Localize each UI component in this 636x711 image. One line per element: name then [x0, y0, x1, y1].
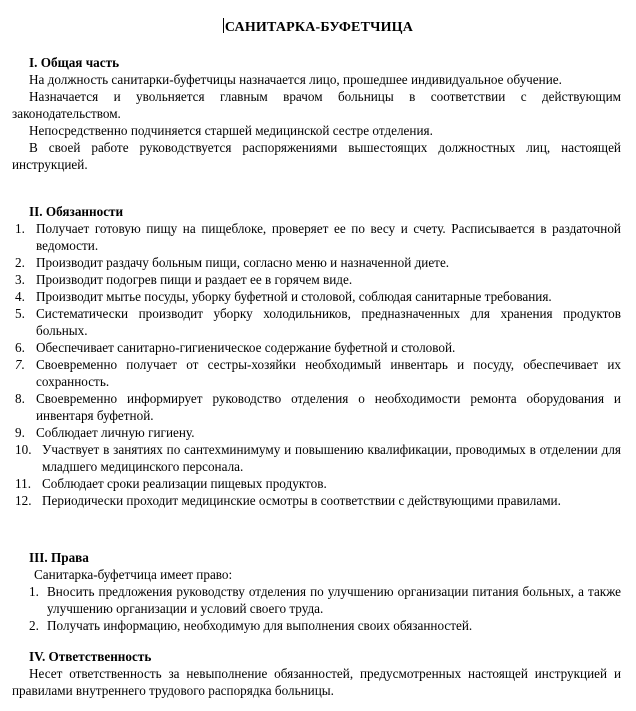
general-paragraph-4: В своей работе руководствуется распоряжениями вышестоящих должностных лиц, настоящей инструкцией. — [12, 140, 621, 172]
section-duties-heading: II. Обязанности — [29, 204, 124, 219]
rights-item — [12, 617, 621, 634]
section-rights — [12, 549, 621, 634]
duty-item — [12, 356, 621, 390]
duty-number: 1. — [15, 221, 25, 236]
section-rights-heading: III. Права — [29, 550, 89, 565]
duty-item — [12, 305, 621, 339]
duty-item — [12, 254, 621, 271]
document-title-text: САНИТАРКА-БУФЕТЧИЦА — [224, 20, 414, 35]
section-responsibility — [12, 648, 621, 699]
general-paragraph-3: Непосредственно подчиняется старшей медицинской сестре отделения. — [29, 123, 433, 138]
duty-text: Получает готовую пищу на пищеблоке, проверяет ее по весу и счету. Расписывается в раздаточной ведомости. — [36, 221, 621, 253]
section-general — [12, 54, 621, 173]
duty-text: Соблюдает личную гигиену. — [36, 425, 195, 440]
section-responsibility-heading: IV. Ответственность — [29, 649, 152, 664]
duty-number: 2. — [15, 255, 25, 270]
duty-number: 10. — [15, 442, 32, 457]
general-paragraph-2: Назначается и увольняется главным врачом больницы в соответствии с действующим законодательством. — [12, 89, 621, 121]
section-general-heading: I. Общая часть — [29, 55, 120, 70]
duty-number: 6. — [15, 340, 25, 355]
duty-item — [12, 288, 621, 305]
general-paragraph-1: На должность санитарки-буфетчицы назначается лицо, прошедшее индивидуальное обучение. — [29, 72, 562, 87]
document-title — [0, 18, 636, 36]
duty-text: Соблюдает сроки реализации пищевых продуктов. — [42, 476, 327, 491]
duty-item — [12, 424, 621, 441]
duty-number: 7. — [15, 357, 25, 372]
duty-text: Участвует в занятиях по сантехминимуму и повышению квалификации, проводимых в отделении для младшего медицинского персонала. — [42, 442, 621, 474]
rights-number: 1. — [29, 584, 39, 599]
duty-number: 5. — [15, 306, 25, 321]
duty-text: Периодически проходит медицинские осмотры в соответствии с действующими правилами. — [42, 493, 561, 508]
duty-number: 12. — [15, 493, 32, 508]
rights-text: Получать информацию, необходимую для выполнения своих обязанностей. — [47, 618, 473, 633]
responsibility-paragraph: Несет ответственность за невыполнение обязанностей, предусмотренных настоящей инструкцией и правилами внутреннего трудового распорядка больницы. — [12, 666, 621, 698]
duty-item — [12, 492, 621, 509]
duty-text: Производит мытье посуды, уборку буфетной и столовой, соблюдая санитарные требования. — [36, 289, 552, 304]
duty-text: Систематически производит уборку холодильников, предназначенных для хранения продуктов больных. — [36, 306, 621, 338]
duty-number: 9. — [15, 425, 25, 440]
duty-number: 8. — [15, 391, 25, 406]
duty-text: Своевременно получает от сестры-хозяйки необходимый инвентарь и посуду, обеспечивает их сохранность. — [36, 357, 621, 389]
duty-number: 4. — [15, 289, 25, 304]
section-duties — [12, 203, 621, 509]
rights-number: 2. — [29, 618, 39, 633]
duty-item — [12, 339, 621, 356]
duty-item — [12, 390, 621, 424]
duty-item — [12, 220, 621, 254]
duty-text: Обеспечивает санитарно-гигиеническое содержание буфетной и столовой. — [36, 340, 456, 355]
rights-intro: Санитарка-буфетчица имеет право: — [34, 567, 233, 582]
rights-text: Вносить предложения руководству отделения по улучшению организации питания больных, а также улучшению организации и условий своего труда. — [47, 584, 621, 616]
duty-item — [12, 475, 621, 492]
duty-number: 3. — [15, 272, 25, 287]
text-cursor — [223, 18, 224, 33]
duty-item — [12, 441, 621, 475]
rights-item — [12, 583, 621, 617]
duty-text: Производит подогрев пищи и раздает ее в горячем виде. — [36, 272, 353, 287]
duty-number: 11. — [15, 476, 31, 491]
duty-text: Своевременно информирует руководство отделения о необходимости ремонта оборудования и инвентаря буфетной. — [36, 391, 621, 423]
duty-item — [12, 271, 621, 288]
duty-text: Производит раздачу больным пищи, согласно меню и назначенной диете. — [36, 255, 450, 270]
